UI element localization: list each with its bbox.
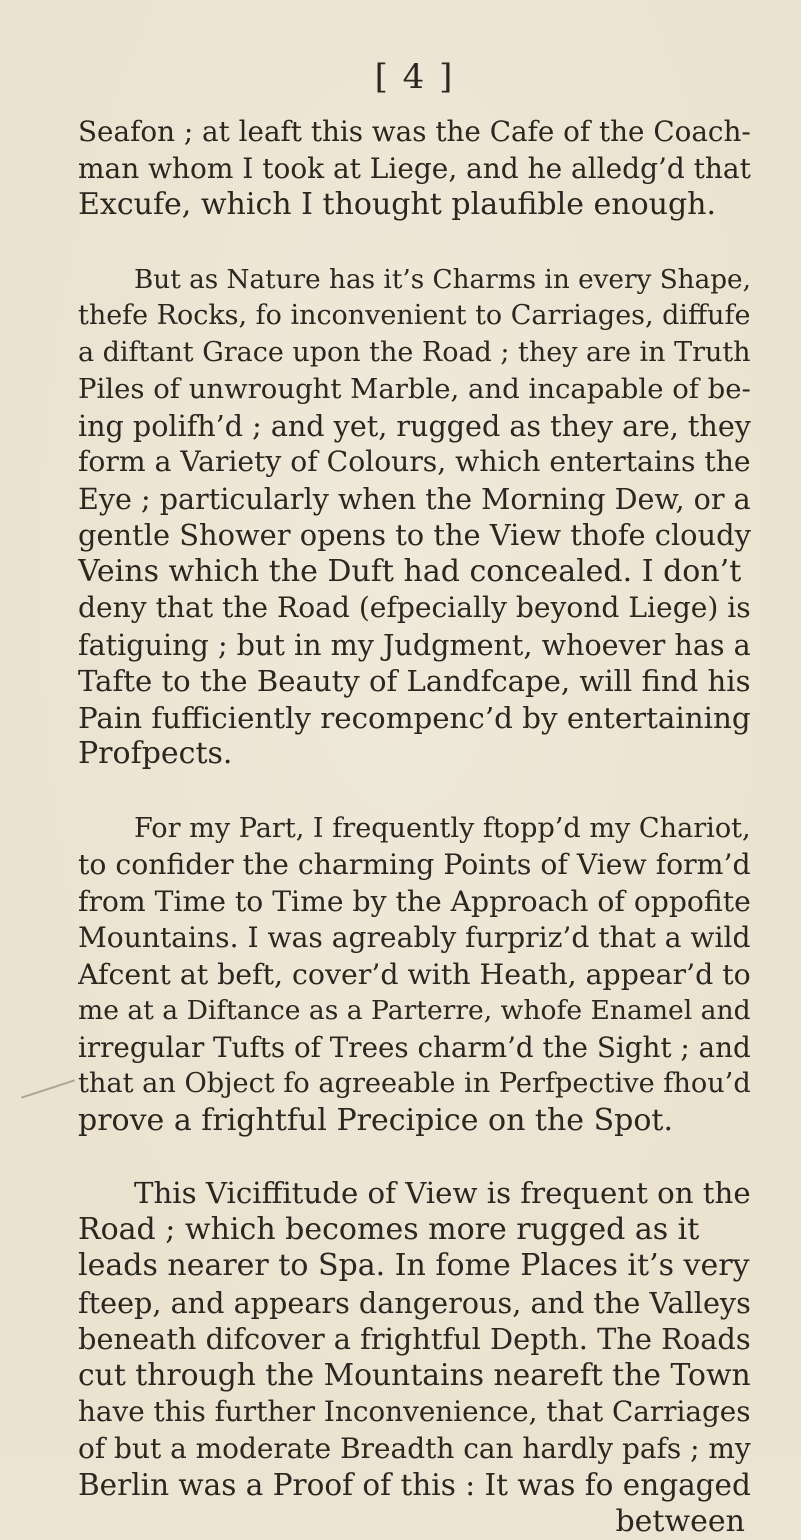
text-line: But as Nature has it’s Charms in every Shape, [78, 262, 751, 299]
page-number: [ 4 ] [78, 60, 751, 94]
text-line: Afcent at beft, cover’d with Heath, appear’d to [78, 957, 751, 994]
catchword: between [78, 1504, 751, 1540]
text-line: Mountains. I was agreably furpriz’d that a wild [78, 920, 751, 957]
text-line: of but a moderate Breadth can hardly pafs ; my [78, 1431, 751, 1468]
text-line: that an Object fo agreeable in Perfpective fhou’d [78, 1066, 751, 1103]
text-line: Pain fufficiently recompenc’d by entertaining [78, 700, 751, 737]
paragraph-4 [78, 1175, 751, 1540]
text-line: Road ; which becomes more rugged as it [78, 1212, 751, 1249]
paragraph-3 [78, 811, 751, 1140]
paragraph-gap [78, 224, 751, 262]
paragraph-gap [78, 1139, 751, 1175]
text-line: prove a frightful Precipice on the Spot. [78, 1103, 751, 1140]
text-line: fatiguing ; but in my Judgment, whoever has a [78, 627, 751, 664]
text-line: ing polifh’d ; and yet, rugged as they are, they [78, 408, 751, 445]
text-line: Eye ; particularly when the Morning Dew, or a [78, 481, 751, 518]
text-line: Excufe, which I thought plaufible enough. [78, 187, 751, 224]
text-line: Profpects. [78, 736, 751, 773]
text-line: me at a Diftance as a Parterre, whofe Enamel and [78, 993, 751, 1030]
paragraph-2 [78, 262, 751, 773]
paragraph-1 [78, 114, 751, 224]
page-edge-mark [21, 1079, 75, 1098]
text-line: For my Part, I frequently ftopp’d my Chariot, [78, 811, 751, 848]
text-line: thefe Rocks, fo inconvenient to Carriages, diffufe [78, 298, 751, 335]
text-line: Veins which the Duft had concealed. I don’t [78, 554, 751, 591]
text-line: leads nearer to Spa. In fome Places it’s very [78, 1248, 751, 1285]
text-line: form a Variety of Colours, which entertains the [78, 444, 751, 481]
text-line: Tafte to the Beauty of Landfcape, will find his [78, 663, 751, 700]
paragraph-gap [78, 773, 751, 811]
text-line: irregular Tufts of Trees charm’d the Sight ; and [78, 1030, 751, 1067]
text-line: man whom I took at Liege, and he alledg’d that [78, 151, 751, 188]
text-line: have this further Inconvenience, that Carriages [78, 1394, 751, 1431]
text-line: Berlin was a Proof of this : It was fo engaged [78, 1467, 751, 1504]
text-line: This Viciffitude of View is frequent on the [78, 1175, 751, 1212]
text-line: beneath difcover a frightful Depth. The Roads [78, 1321, 751, 1358]
text-line: cut through the Mountains neareft the Town [78, 1358, 751, 1395]
text-line: fteep, and appears dangerous, and the Valleys [78, 1285, 751, 1322]
text-line: Piles of unwrought Marble, and incapable of be- [78, 371, 751, 408]
text-line: a diftant Grace upon the Road ; they are in Truth [78, 335, 751, 372]
text-line: gentle Shower opens to the View thofe cloudy [78, 517, 751, 554]
text-line: Seafon ; at leaft this was the Cafe of the Coach- [78, 114, 751, 151]
text-line: to confider the charming Points of View form’d [78, 847, 751, 884]
text-line: deny that the Road (efpecially beyond Liege) is [78, 590, 751, 627]
text-line: from Time to Time by the Approach of oppofite [78, 884, 751, 921]
